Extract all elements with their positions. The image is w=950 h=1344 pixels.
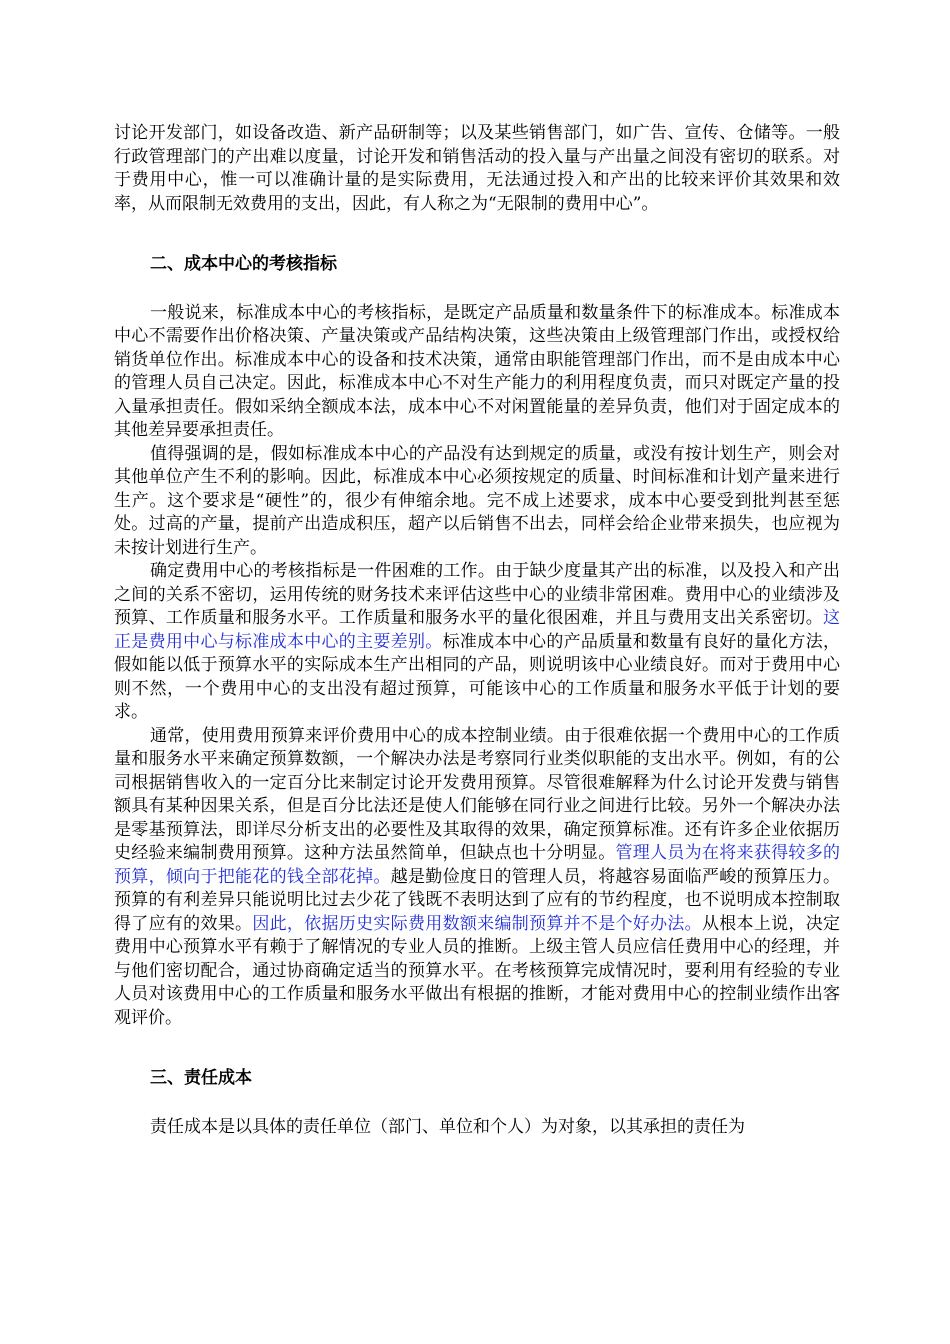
paragraph-responsibility-cost: 责任成本是以具体的责任单位（部门、单位和个人）为对象，以其承担的责任为 [150, 1116, 745, 1137]
paragraph-expense-center-evaluation [114, 560, 840, 725]
paragraph-quality-requirement: 值得强调的是，假如标准成本中心的产品没有达到规定的质量，或没有按计划生产，则会对其他单位产生不利的影响。因此，标准成本中心必须按规定的质量、时间标准和计划产量来进行生产。这个要求是“硬性”的，很少有伸缩余地。完不成上述要求，成本中心要受到批判甚至惩处。过高的产量，提前产出造成积压，超产以后销售不出去，同样会给企业带来损失，也应视为未按计划进行生产。 [114, 443, 840, 558]
text-run: 标准成本中心的产品质量和数量有良好的量化方法，假如能以低于预算水平的实际成本生产出相同的产品，则说明该中心业绩良好。而对于费用中心则不然，一个费用中心的支出没有超过预算，可能该中心的工作质量和服务水平低于计划的要求。 [114, 631, 841, 722]
heading-responsibility-cost: 三、责任成本 [150, 1068, 252, 1088]
paragraph-expense-budget [114, 725, 840, 1031]
text-run: 从根本上说，决定费用中心预算水平有赖于了解情况的专业人员的推断。上级主管人员应信任费用中心的经理，并与他们密切配合，通过协商确定适当的预算水平。在考核预算完成情况时，要利用有经验的专业人员对该费用中心的工作质量和服务水平做出有根据的推断，才能对费用中心的控制业绩作出客观评价。 [114, 913, 841, 1028]
text-run: 确定费用中心的考核指标是一件困难的工作。由于缺少度量其产出的标准，以及投入和产出之间的关系不密切，运用传统的财务技术来评估这些中心的业绩非常困难。费用中心的业绩涉及预算、工作质量和服务水平。工作质量和服务水平的量化很困难，并且与费用支出关系密切。 [114, 561, 840, 628]
heading-cost-center-evaluation: 二、成本中心的考核指标 [150, 254, 337, 274]
text-run: 通常，使用费用预算来评价费用中心的成本控制业绩。由于很难依据一个费用中心的工作质量和服务水平来确定预算数额，一个解决办法是考察同行业类似职能的支出水平。例如，有的公司根据销售收入的一定百分比来制定讨论开发费用预算。尽管很难解释为什么讨论开发费与销售额具有某种因果关系，但是百分比法还是使人们能够在同行业之间进行比较。另外一个解决办法是零基预算法，即详尽分析支出的必要性及其取得的效果，确定预算标准。还有许多企业依据历史经验来编制费用预算。这种方法虽然简单，但缺点也十分明显。 [114, 725, 840, 863]
highlighted-text: 因此，依据历史实际费用数额来编制预算并不是个好办法。 [252, 913, 702, 934]
highlighted-text: 这正是费用中心与标准成本中心的主要差别。 [114, 608, 840, 652]
text-run: 越是勤俭度日的管理人员，将越容易面临严峻的预算压力。预算的有利差异只能说明比过去少花了钱既不表明达到了应有的节约程度，也不说明成本控制取得了应有的效果。 [114, 866, 841, 934]
document-page [114, 122, 840, 1139]
highlighted-text: 管理人员为在将来获得较多的预算，倾向于把能花的钱全部花掉。 [114, 843, 841, 887]
paragraph-standard-cost-center: 一般说来，标准成本中心的考核指标，是既定产品质量和数量条件下的标准成本。标准成本中心不需要作出价格决策、产量决策或产品结构决策，这些决策由上级管理部门作出，或授权给销货单位作出。标准成本中心的设备和技术决策，通常由职能管理部门作出，而不是由成本中心的管理人员自己决定。因此，标准成本中心不对生产能力的利用程度负责，而只对既定产量的投入量承担责任。假如采纳全额成本法，成本中心不对闲置能量的差异负责，他们对于固定成本的其他差异要承担责任。 [114, 302, 840, 440]
paragraph-cost-center-intro: 讨论开发部门，如设备改造、新产品研制等；以及某些销售部门，如广告、宣传、仓储等。一般行政管理部门的产出难以度量，讨论开发和销售活动的投入量与产出量之间没有密切的联系。对于费用中心，惟一可以准确计量的是实际费用，无法通过投入和产出的比较来评价其效果和效率，从而限制无效费用的支出，因此，有人称之为“无限制的费用中心”。 [114, 123, 840, 214]
